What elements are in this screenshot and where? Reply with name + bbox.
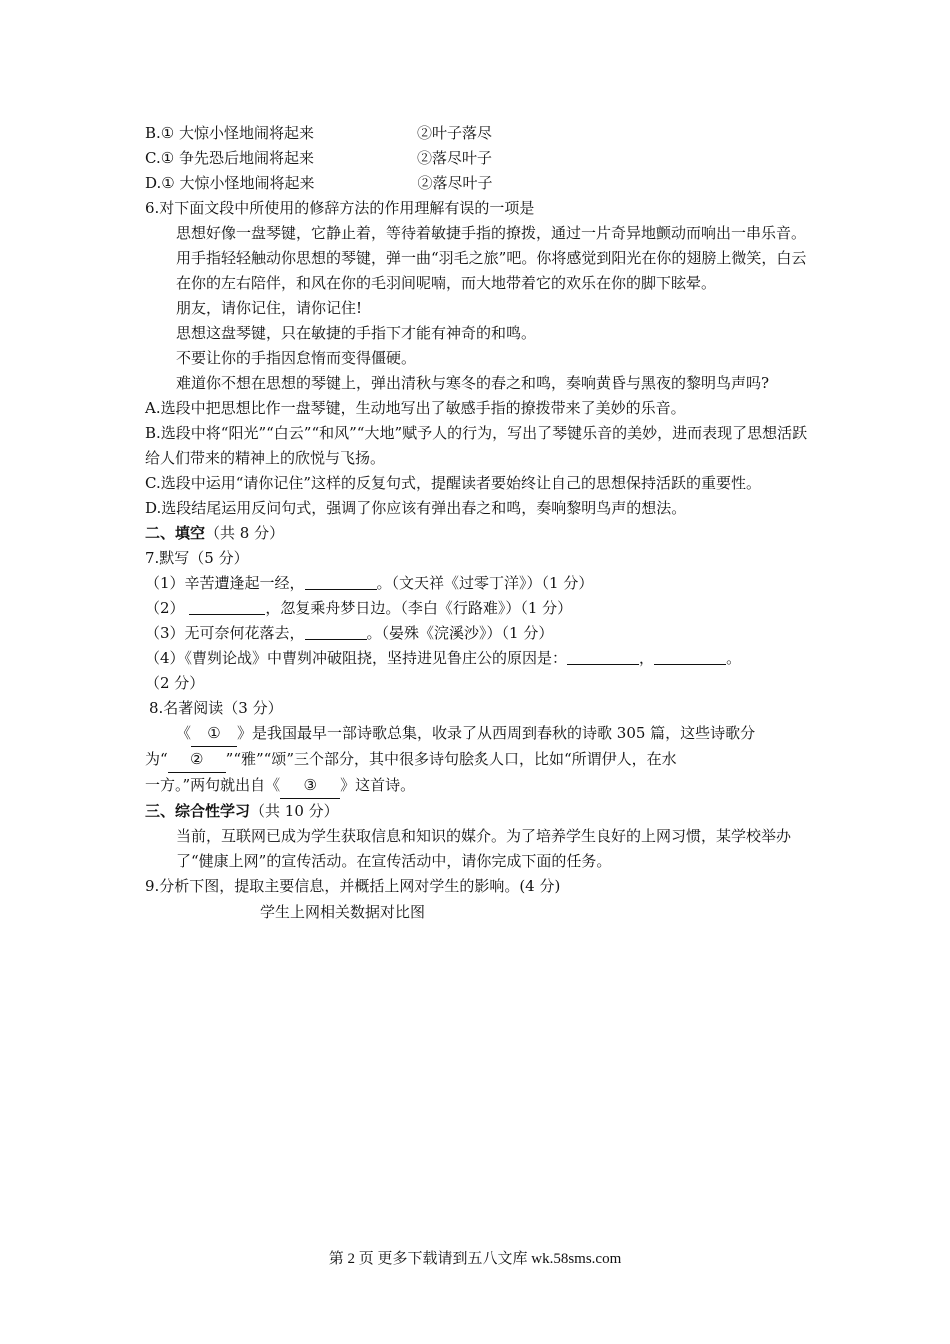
page-footer: 第 2 页 更多下载请到五八文库 wk.58sms.com — [328, 1251, 622, 1267]
q6-passage-p1: 思想好像一盘琴键，它静止着，等待着敏捷手指的撩拨，通过一片奇异地颤动而响出一串乐音。 — [176, 224, 807, 242]
answer-blank[interactable] — [567, 648, 639, 665]
section-3-heading: 三、综合性学习（共 10 分） — [145, 802, 339, 820]
option-part2: ②落尽叶子 — [417, 174, 493, 192]
answer-blank[interactable] — [305, 623, 367, 640]
q6-passage-p5: 不要让你的手指因怠惰而变得僵硬。 — [176, 349, 417, 367]
q7-item-3: （3）无可奈何花落去， 。（晏殊《浣溪沙》）（1 分） — [145, 624, 554, 642]
document-body — [145, 121, 810, 925]
q8-line-3: 一方。”两句就出自《 ③ 》这首诗。 — [145, 773, 810, 799]
q7-title: 7.默写（5 分） — [145, 549, 249, 567]
section-3-intro: 当前，互联网已成为学生获取信息和知识的媒介。为了培养学生良好的上网习惯，某学校举办了“健康上网”的宣传活动。在宣传活动中，请你完成下面的任务。 — [176, 827, 792, 870]
option-c-prev: C.① 争先恐后地闹将起来 ②落尽叶子 — [145, 146, 810, 171]
answer-blank[interactable] — [305, 573, 377, 590]
q8-line-2: 为“ ② ”“雅”“颂”三个部分，其中很多诗句脍炙人口，比如“所谓伊人，在水 — [145, 747, 810, 773]
q8-line-1: 《 ① 》是我国最早一部诗歌总集，收录了从西周到春秋的诗歌 305 篇，这些诗歌分 — [145, 721, 810, 747]
q6-choice-d: D.选段结尾运用反问句式，强调了你应该有弹出春之和鸣，奏响黎明鸟声的想法。 — [145, 499, 687, 517]
q6-passage-p4: 思想这盘琴键，只在敏捷的手指下才能有神奇的和鸣。 — [176, 324, 537, 342]
option-part2: ②落尽叶子 — [416, 149, 492, 167]
option-b-prev: B.① 大惊小怪地闹将起来 ②叶子落尽 — [145, 121, 810, 146]
q6-choice-c: C.选段中运用“请你记住”这样的反复句式，提醒读者要始终让自己的思想保持活跃的重要性。 — [145, 474, 762, 492]
q6-choice-b: B.选段中将“阳光”“白云”“和风”“大地”赋予人的行为，写出了琴键乐音的美妙，进而表现了思想活跃给人们带来的精神上的欣悦与飞扬。 — [145, 424, 808, 467]
q7-item-2: （2） ，忽复乘舟梦日边。（李白《行路难》）（1 分） — [145, 599, 573, 617]
q8-title: 8.名著阅读（3 分） — [149, 699, 283, 717]
q6-choice-a: A.选段中把思想比作一盘琴键，生动地写出了敏感手指的撩拨带来了美妙的乐音。 — [145, 399, 686, 417]
blank-marker-1[interactable]: ① — [191, 721, 237, 747]
q7-item-1: （1）辛苦遭逢起一经， 。（文天祥《过零丁洋》）（1 分） — [145, 574, 594, 592]
chart-caption: 学生上网相关数据对比图 — [260, 903, 426, 921]
q6-passage-p3: 朋友，请你记住，请你记住! — [176, 299, 363, 317]
q7-item-4: （4）《曹刿论战》中曹刿冲破阻挠，坚持进见鲁庄公的原因是： ， 。 — [145, 649, 742, 667]
option-part1: 争先恐后地闹将起来 — [178, 149, 314, 167]
option-part1: 大惊小怪地闹将起来 — [179, 124, 315, 142]
blank-marker-3[interactable]: ③ — [280, 773, 340, 799]
q6-title: 6.对下面文段中所使用的修辞方法的作用理解有误的一项是 — [145, 199, 535, 217]
answer-blank[interactable] — [654, 648, 726, 665]
q9-title: 9.分析下图，提取主要信息，并概括上网对学生的影响。(4 分) — [145, 877, 561, 895]
option-part1: 大惊小怪地闹将起来 — [179, 174, 315, 192]
q6-passage-p2: 用手指轻轻触动你思想的琴键，弹一曲“羽毛之旅”吧。你将感觉到阳光在你的翅膀上微笑，白云在你的左右陪伴，和风在你的毛羽间呢喃，而大地带着它的欢乐在你的脚下眩晕。 — [176, 249, 807, 292]
blank-marker-2[interactable]: ② — [168, 747, 226, 773]
section-2-heading: 二、填空（共 8 分） — [145, 524, 285, 542]
option-part2: ②叶子落尽 — [417, 124, 493, 142]
q6-passage-p6: 难道你不想在思想的琴键上，弹出清秋与寒冬的春之和鸣，奏响黄昏与黑夜的黎明鸟声吗? — [176, 374, 770, 392]
option-d-prev: D.① 大惊小怪地闹将起来 ②落尽叶子 — [145, 171, 810, 196]
answer-blank[interactable] — [189, 598, 265, 615]
q7-item-4-score: （2 分） — [145, 674, 205, 692]
